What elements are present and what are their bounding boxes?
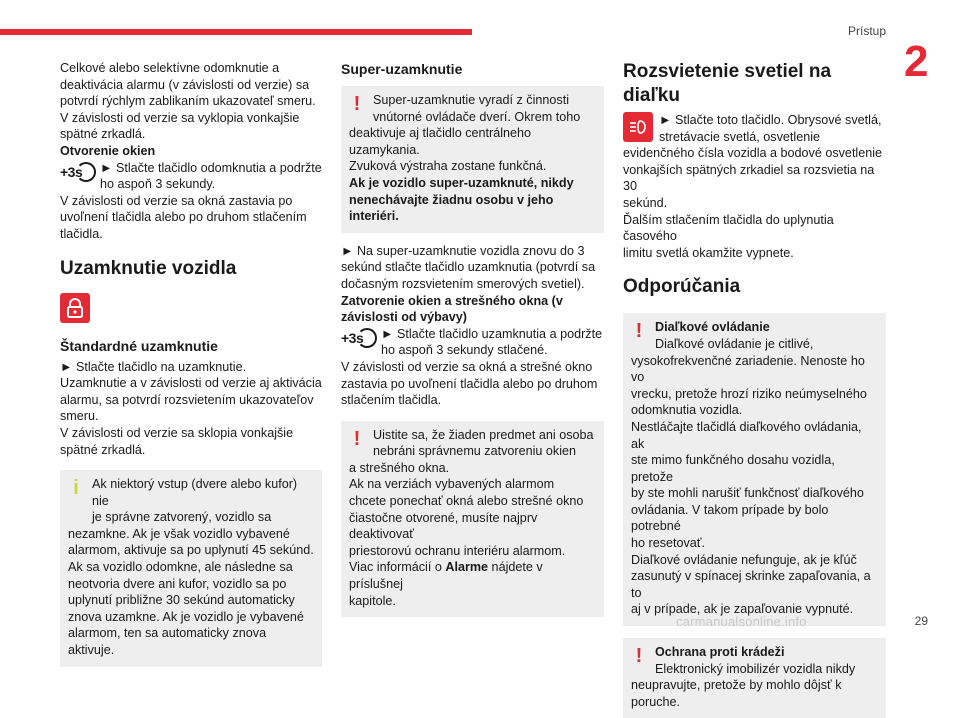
info-icon: i (73, 477, 79, 500)
intro-paragraph: Celkové alebo selektívne odomknutie a deaktivácia alarmu (v závislosti od verzie) sa potvrdí rýchlym zablikaním ukazovateľ smeru. V závislosti od verzie sa vyklopia vonkajšie spätné zrkadlá. (60, 61, 316, 142)
super-lock-warning: ! Super-uzamknutie vyradí z činnosti vnútorné ovládače dverí. Okrem toho deaktivuje aj tlačidlo centrálneho uzamykania. Zvuková výstraha zostane funkčná. Ak je vozidlo super-uzamknuté, nikdy nenechávajte žiadnu osobu v jeho interiéri. (341, 86, 604, 233)
plus-3s-icon: +3s (341, 327, 375, 349)
warning-icon: ! (353, 93, 361, 115)
recommendations-heading: Odporúčania (623, 276, 741, 298)
theft-warning: ! Ochrana proti krádeži Elektronický imobilizér vozidla nikdy neupravujte, pretože by mohlo dôjsť k poruche. (623, 638, 886, 718)
remote-warning: ! Diaľkové ovládanie Diaľkové ovládanie je citlivé, vysokofrekvenčné zariadenie. Nenoste ho vo vrecku, pretože hrozí riziko neúmyselného odomknutia vozidla. Nestláčajte tlačidlá diaľkového ovládania, ak ste mimo funkčného dosahu vozidla, pretože by ste mohli narušiť funkčnosť diaľkového ovládania. V takom prípade by bolo potrebné ho resetovať. Diaľkové ovládanie nefunguje, ak je kľúč zasunutý v spínacej skrinke zapaľovania, a to aj v prípade, ak je zapaľovanie vypnuté. (623, 313, 886, 626)
super-lock-text: ► Na super-uzamknutie vozidla znovu do 3 sekúnd stlačte tlačidlo uzamknutia (potvrdí sa dočasným rozsvietením smerových svetiel). (341, 243, 596, 291)
column-1: Celkové alebo selektívne odomknutie a deaktivácia alarmu (v závislosti od verzie) sa potvrdí rýchlym zablikaním ukazovateľ smeru. V závislosti od verzie sa vyklopia vonkajšie spätné zrkadlá. Otvorenie okien +3s ► Stlačte tlačidlo odomknutia a podržte ho aspoň 3 sekundy. V závislosti od verzie sa okná zastavia po uvoľnení tlačidla alebo po druhom stlačením tlačidla. Uzamknutie vozidla Štandardné uzamknutie ► Stlačte tlačidlo na uzamknutie. Uzamknutie a v závislosti od verzie aj aktivácia alarmu, sa potvrdí rozsvietením ukazovateľov smeru. V závislosti od verzie sa sklopia vonkajšie spätné zrkadlá. i Ak niektorý vstup (dvere alebo kufor) nie je správne zatvorený, vozidlo sa nezamkne. Ak je však vozidlo vybavené alarmom, aktivuje sa po uplynutí 45 sekúnd. Ak sa vozidlo odomkne, ale následne sa neotvoria dvere ani kufor, vozidlo sa po uplynutí približne 30 sekúnd automaticky znova uzamkne. Ak je vozidlo je vybavené alarmom, ten sa automaticky znova aktivuje. (60, 60, 322, 667)
plus-3s-icon: +3s (60, 161, 94, 183)
headlight-icon (623, 112, 653, 142)
warning-icon: ! (353, 427, 361, 450)
warning-icon: ! (635, 645, 643, 668)
info-note: i Ak niektorý vstup (dvere alebo kufor) nie je správne zatvorený, vozidlo sa nezamkne. Ak je však vozidlo vybavené alarmom, aktivuje sa po uplynutí 45 sekúnd. Ak sa vozidlo odomkne, ale následne sa neotvoria dvere ani kufor, vozidlo sa po uplynutí približne 30 sekúnd automaticky znova uzamkne. Ak je vozidlo je vybavené alarmom, ten sa automaticky znova aktivuje. (60, 470, 322, 667)
chapter-number: 2 (904, 37, 929, 86)
lock-heading: Uzamknutie vozidla (60, 257, 237, 279)
padlock-icon (60, 293, 90, 323)
std-lock-text: ► Stlačte tlačidlo na uzamknutie. Uzamknutie a v závislosti od verzie aj aktivácia alarmu, sa potvrdí rozsvietením ukazovateľov smeru. V závislosti od verzie sa sklopia vonkajšie spätné zrkadlá. (60, 359, 322, 457)
section-title: Prístup (847, 24, 886, 38)
lights-heading: Rozsvietenie svetiel na diaľku (623, 61, 832, 106)
close-windows-title: Zatvorenie okien a strešného okna (v (341, 293, 563, 308)
top-accent-bar (0, 29, 472, 35)
column-2: Super-uzamknutie ! Super-uzamknutie vyradí z činnosti vnútorné ovládače dverí. Okrem toho deaktivuje aj tlačidlo centrálneho uzamykania. Zvuková výstraha zostane funkčná. Ak je vozidlo super-uzamknuté, nikdy nenechávajte žiadnu osobu v jeho interiéri. ► Na super-uzamknutie vozidla znovu do 3 sekúnd stlačte tlačidlo uzamknutia (potvrdí sa dočasným rozsvietením smerových svetiel). Zatvorenie okien a strešného okna (v závislosti od výbavy) +3s ► Stlačte tlačidlo uzamknutia a podržte ho aspoň 3 sekundy stlačené. V závislosti od verzie sa okná a strešné okno zastavia po uvoľnení tlačidla alebo po druhom stlačením tlačidla. ! Uistite sa, že žiaden predmet ani osoba nebráni správnemu zatvoreniu okien a strešného okna. Ak na verziách vybavených alarmom chcete ponechať okná alebo strešné okno čiastočne otvorené, musíte najprv deaktivovať priestorovú ochranu interiéru alarmom. Viac informácií o Alarme nájdete v príslušnej kapitole. (341, 60, 604, 617)
open-windows-title: Otvorenie okien (60, 143, 156, 158)
watermark: carmanualsonline.info (676, 614, 807, 629)
lights-step: ► Stlačte toto tlačidlo. Obrysové svetlá, stretávacie svetlá, osvetlenie (623, 112, 886, 145)
column-3: Rozsvietenie svetiel na diaľku ► Stlačte toto tlačidlo. Obrysové svetlá, stretávacie svetlá, osvetlenie evidenčného čísla vozidla a bodové osvetlenie vonkajších spätných zrkadiel sa rozsvietia na 30 sekúnd. Ďalším stlačením tlačidla do uplynutia časového limitu svetlá okamžite vypnete. Odporúčania ! Diaľkové ovládanie Diaľkové ovládanie je citlivé, vysokofrekvenčné zariadenie. Nenoste ho vo vrecku, pretože hrozí riziko neúmyselného odomknutia vozidla. Nestláčajte tlačidlá diaľkového ovládania, ak ste mimo funkčného dosahu vozidla, pretože by ste mohli narušiť funkčnosť diaľkového ovládania. V takom prípade by bolo potrebné ho resetovať. Diaľkové ovládanie nefunguje, ak je kľúč zasunutý v spínacej skrinke zapaľovania, a to aj v prípade, ak je zapaľovanie vypnuté. ! Ochrana proti krádeži Elektronický imobilizér vozidla nikdy neupravujte, pretože by mohlo dôjsť k poruche. (623, 60, 886, 718)
super-lock-heading: Super-uzamknutie (341, 61, 463, 77)
open-step: +3s ► Stlačte tlačidlo odomknutia a podržte ho aspoň 3 sekundy. (60, 160, 322, 192)
page-number: 29 (914, 614, 928, 628)
close-step: +3s ► Stlačte tlačidlo uzamknutia a podržte ho aspoň 3 sekundy stlačené. (341, 326, 603, 358)
std-lock-heading: Štandardné uzamknutie (60, 337, 218, 354)
warning-icon: ! (635, 320, 643, 343)
windows-warning: ! Uistite sa, že žiaden predmet ani osoba nebráni správnemu zatvoreniu okien a strešného okna. Ak na verziách vybavených alarmom chcete ponechať okná alebo strešné okno čiastočne otvorené, musíte najprv deaktivovať priestorovú ochranu interiéru alarmom. Viac informácií o Alarme nájdete v príslušnej kapitole. (341, 421, 604, 618)
